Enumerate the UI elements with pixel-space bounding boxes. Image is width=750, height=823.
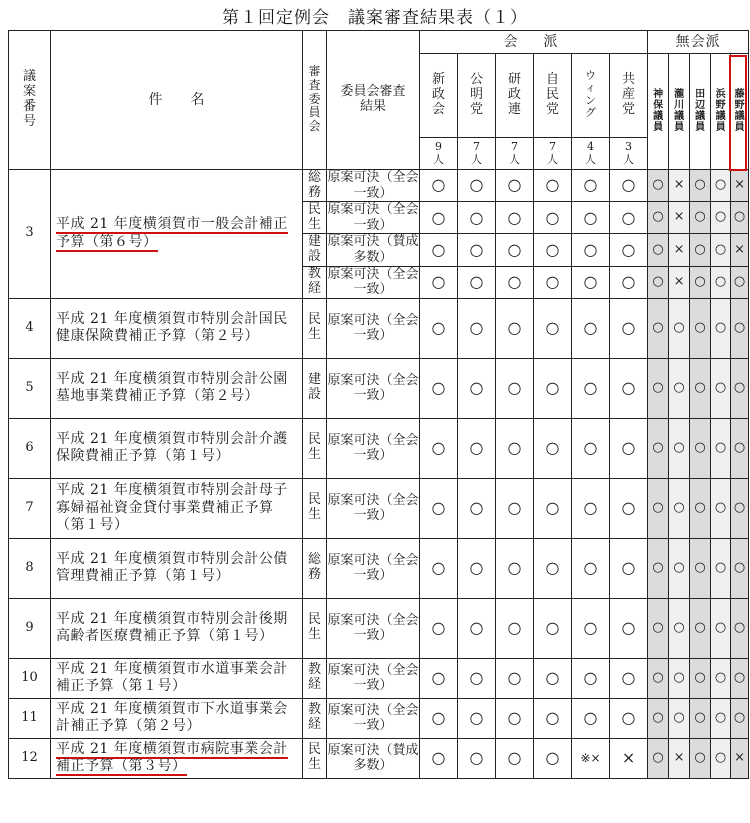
vote-cell: ○ — [496, 478, 534, 538]
mukaiha-header: 無会派 — [648, 31, 749, 54]
vote-cell: ○ — [496, 358, 534, 418]
vote-cell: ○ — [458, 538, 496, 598]
vote-cell: ○ — [731, 658, 749, 698]
vote-cell: ○ — [610, 658, 648, 698]
bill-number: 3 — [9, 170, 51, 299]
vote-cell: × — [610, 738, 648, 778]
vote-cell: ○ — [648, 538, 669, 598]
table-row — [9, 298, 749, 358]
vote-cell: ○ — [420, 298, 458, 358]
committee-result: 原案可決（全会一致） — [327, 358, 420, 418]
party-count: 4人 — [572, 138, 610, 170]
vote-cell: ○ — [534, 202, 572, 234]
bill-title: 平成 21 年度横須賀市下水道事業会計補正予算（第２号） — [51, 698, 303, 738]
bill-title: 平成 21 年度横須賀市特別会計国民健康保険費補正予算（第２号） — [51, 298, 303, 358]
committee-result: 原案可決（全会一致） — [327, 478, 420, 538]
committee-cell: 民生 — [303, 478, 327, 538]
committee-cell: 総務 — [303, 170, 327, 202]
vote-cell: × — [669, 170, 690, 202]
vote-cell: ○ — [534, 658, 572, 698]
vote-cell: ○ — [534, 266, 572, 298]
committee-cell: 教経 — [303, 658, 327, 698]
table-row — [9, 170, 749, 202]
committee-cell: 建設 — [303, 358, 327, 418]
vote-cell: ○ — [420, 170, 458, 202]
bill-number: 10 — [9, 658, 51, 698]
committee-result: 原案可決（全会一致） — [327, 698, 420, 738]
vote-cell: ○ — [534, 478, 572, 538]
vote-cell: ○ — [690, 478, 711, 538]
bill-number: 5 — [9, 358, 51, 418]
vote-cell: ○ — [711, 658, 731, 698]
committee-result: 原案可決（全会一致） — [327, 418, 420, 478]
bill-number: 7 — [9, 478, 51, 538]
vote-cell: ○ — [731, 266, 749, 298]
table-row — [9, 598, 749, 658]
vote-cell: ○ — [458, 658, 496, 698]
vote-cell: ○ — [572, 170, 610, 202]
vote-cell: ○ — [534, 418, 572, 478]
vote-cell: ○ — [731, 358, 749, 418]
vote-cell: ○ — [669, 478, 690, 538]
vote-cell: ○ — [496, 598, 534, 658]
vote-cell: ○ — [420, 418, 458, 478]
party-count: 7人 — [496, 138, 534, 170]
vote-cell: ○ — [534, 598, 572, 658]
vote-cell: ○ — [496, 418, 534, 478]
vote-cell: ○ — [572, 298, 610, 358]
vote-cell: ○ — [648, 202, 669, 234]
vote-cell: ○ — [458, 266, 496, 298]
kaiha-header: 会 派 — [420, 31, 648, 54]
bill-number: 4 — [9, 298, 51, 358]
vote-cell: ○ — [669, 698, 690, 738]
vote-cell: ○ — [420, 738, 458, 778]
committee-cell: 民生 — [303, 202, 327, 234]
vote-cell: ○ — [458, 478, 496, 538]
vote-cell: ※× — [572, 738, 610, 778]
vote-cell: ○ — [496, 298, 534, 358]
vote-cell: ○ — [420, 538, 458, 598]
vote-cell: ○ — [458, 358, 496, 418]
vote-cell: ○ — [690, 538, 711, 598]
table-row — [9, 358, 749, 418]
independent-header: 神保議員 — [648, 54, 669, 170]
vote-cell: ○ — [648, 358, 669, 418]
vote-cell: ○ — [458, 202, 496, 234]
vote-cell: ○ — [458, 598, 496, 658]
committee-result: 原案可決（全会一致） — [327, 266, 419, 298]
vote-cell: ○ — [648, 738, 669, 778]
vote-cell: ○ — [690, 418, 711, 478]
vote-cell: ○ — [711, 170, 731, 202]
vote-cell: × — [669, 234, 690, 266]
vote-cell: ○ — [534, 358, 572, 418]
bill-title: 平成 21 年度横須賀市特別会計母子寡婦福祉資金貸付事業費補正予算（第１号） — [51, 478, 303, 538]
vote-cell: ○ — [572, 202, 610, 234]
committee-result: 原案可決（全会一致） — [327, 202, 419, 233]
table-row — [9, 478, 749, 538]
vote-cell: ○ — [458, 738, 496, 778]
vote-cell: ○ — [420, 266, 458, 298]
vote-cell: ○ — [669, 358, 690, 418]
vote-cell: ○ — [648, 418, 669, 478]
vote-cell: ○ — [534, 298, 572, 358]
bill-title: 平成 21 年度横須賀市病院事業会計補正予算（第３号） — [51, 738, 303, 778]
vote-cell: × — [669, 266, 690, 298]
vote-cell: ○ — [731, 598, 749, 658]
bill-number: 6 — [9, 418, 51, 478]
committee-result: 原案可決（全会一致） — [327, 598, 420, 658]
committee-cell: 民生 — [303, 598, 327, 658]
table-row — [9, 738, 749, 778]
vote-cell: ○ — [648, 234, 669, 266]
vote-cell: × — [731, 234, 749, 266]
bill-no-header: 議案番号 — [9, 31, 51, 170]
committee-cell: 民生 — [303, 738, 327, 778]
vote-cell: ○ — [458, 170, 496, 202]
committee-result: 原案可決（全会一致） — [327, 658, 420, 698]
vote-cell: ○ — [731, 202, 749, 234]
vote-cell: ○ — [572, 234, 610, 266]
vote-cell: ○ — [690, 266, 711, 298]
vote-cell: ○ — [711, 358, 731, 418]
vote-cell: ○ — [496, 266, 534, 298]
party-count: 7人 — [458, 138, 496, 170]
vote-cell: ○ — [534, 170, 572, 202]
vote-cell: ○ — [572, 658, 610, 698]
vote-cell: ○ — [534, 698, 572, 738]
bill-title: 平成 21 年度横須賀市一般会計補正予算（第６号） — [51, 170, 303, 299]
vote-cell: ○ — [690, 358, 711, 418]
party-header: ウィング — [572, 54, 610, 138]
vote-cell: ○ — [496, 234, 534, 266]
vote-cell: ○ — [690, 234, 711, 266]
vote-cell: ○ — [648, 266, 669, 298]
committee-cell: 民生 — [303, 298, 327, 358]
committee-cell: 教経 — [303, 698, 327, 738]
bill-number: 12 — [9, 738, 51, 778]
vote-cell: ○ — [731, 478, 749, 538]
party-header: 新政会 — [420, 54, 458, 138]
vote-cell: ○ — [610, 234, 648, 266]
vote-results-table — [8, 30, 749, 779]
vote-cell: × — [669, 202, 690, 234]
vote-cell: ○ — [731, 698, 749, 738]
table-row — [9, 538, 749, 598]
bill-title: 平成 21 年度横須賀市特別会計後期高齢者医療費補正予算（第１号） — [51, 598, 303, 658]
vote-cell: ○ — [496, 170, 534, 202]
vote-cell: × — [731, 738, 749, 778]
independent-header: 田辺議員 — [690, 54, 711, 170]
bill-title: 平成 21 年度横須賀市特別会計公園墓地事業費補正予算（第２号） — [51, 358, 303, 418]
vote-cell: ○ — [731, 298, 749, 358]
committee-cell: 民生 — [303, 418, 327, 478]
vote-cell: ○ — [711, 698, 731, 738]
vote-cell: ○ — [610, 598, 648, 658]
vote-cell: ○ — [669, 538, 690, 598]
committee-cell: 総務 — [303, 538, 327, 598]
vote-cell: ○ — [690, 698, 711, 738]
party-header: 公明党 — [458, 54, 496, 138]
vote-cell: ○ — [496, 698, 534, 738]
highlight-box-fujino — [729, 55, 747, 171]
committee-result-header: 委員会審査結果 — [327, 31, 420, 170]
page-title: 第１回定例会 議案審査結果表（１） — [222, 8, 528, 28]
vote-cell: ○ — [690, 298, 711, 358]
vote-cell: ○ — [572, 538, 610, 598]
committee-result: 原案可決（賛成多数） — [327, 738, 420, 778]
vote-cell: ○ — [690, 202, 711, 234]
party-count: 7人 — [534, 138, 572, 170]
bill-number: 8 — [9, 538, 51, 598]
vote-cell: ○ — [690, 170, 711, 202]
vote-cell: ○ — [648, 698, 669, 738]
committee-result: 原案可決（全会一致） — [327, 298, 420, 358]
vote-cell: ○ — [669, 418, 690, 478]
vote-cell: ○ — [648, 298, 669, 358]
bill-title: 平成 21 年度横須賀市特別会計公債管理費補正予算（第１号） — [51, 538, 303, 598]
vote-cell: ○ — [420, 478, 458, 538]
party-count: 9人 — [420, 138, 458, 170]
vote-cell: ○ — [420, 202, 458, 234]
vote-cell: ○ — [420, 598, 458, 658]
vote-cell: ○ — [572, 418, 610, 478]
vote-cell: ○ — [711, 418, 731, 478]
vote-cell: ○ — [458, 698, 496, 738]
vote-cell: ○ — [669, 658, 690, 698]
vote-cell: ○ — [572, 478, 610, 538]
party-count: 3人 — [610, 138, 648, 170]
vote-cell: ○ — [731, 418, 749, 478]
bill-number: 9 — [9, 598, 51, 658]
committee-result: 原案可決（全会一致） — [327, 538, 420, 598]
vote-cell: ○ — [648, 478, 669, 538]
vote-cell: ○ — [420, 698, 458, 738]
vote-cell: ○ — [572, 598, 610, 658]
committee-result: 原案可決（賛成多数） — [327, 234, 419, 265]
vote-cell: ○ — [731, 538, 749, 598]
vote-cell: ○ — [610, 418, 648, 478]
vote-cell: ○ — [458, 234, 496, 266]
vote-cell: ○ — [610, 358, 648, 418]
vote-cell: ○ — [669, 598, 690, 658]
committee-header: 審査委員会 — [303, 31, 327, 170]
bill-title: 平成 21 年度横須賀市特別会計介護保険費補正予算（第１号） — [51, 418, 303, 478]
vote-cell: × — [731, 170, 749, 202]
vote-cell: ○ — [496, 738, 534, 778]
vote-cell: ○ — [711, 598, 731, 658]
vote-cell: ○ — [534, 234, 572, 266]
independent-header: 瀧川議員 — [669, 54, 690, 170]
committee-cell: 教経 — [303, 266, 327, 298]
vote-cell: ○ — [572, 358, 610, 418]
vote-cell: ○ — [458, 298, 496, 358]
bill-number: 11 — [9, 698, 51, 738]
vote-cell: ○ — [711, 738, 731, 778]
independent-header: 浜野議員 — [711, 54, 731, 170]
vote-cell: × — [669, 738, 690, 778]
vote-cell: ○ — [690, 598, 711, 658]
committee-result: 原案可決（全会一致） — [327, 170, 419, 201]
vote-cell: ○ — [610, 170, 648, 202]
table-row — [9, 658, 749, 698]
table-row — [9, 698, 749, 738]
vote-cell: ○ — [648, 170, 669, 202]
independent-header: 藤野議員 — [731, 54, 749, 170]
vote-cell: ○ — [610, 698, 648, 738]
table-row — [9, 418, 749, 478]
vote-cell: ○ — [534, 538, 572, 598]
vote-cell: ○ — [690, 658, 711, 698]
vote-cell: ○ — [711, 266, 731, 298]
vote-cell: ○ — [610, 538, 648, 598]
vote-cell: ○ — [496, 658, 534, 698]
vote-cell: ○ — [610, 266, 648, 298]
vote-cell: ○ — [420, 234, 458, 266]
vote-cell: ○ — [496, 202, 534, 234]
vote-cell: ○ — [648, 658, 669, 698]
vote-cell: ○ — [711, 234, 731, 266]
vote-cell: ○ — [610, 202, 648, 234]
vote-cell: ○ — [572, 698, 610, 738]
vote-cell: ○ — [610, 298, 648, 358]
vote-cell: ○ — [669, 298, 690, 358]
vote-cell: ○ — [496, 538, 534, 598]
committee-cell: 建設 — [303, 234, 327, 266]
vote-cell: ○ — [711, 538, 731, 598]
party-header: 自民党 — [534, 54, 572, 138]
vote-cell: ○ — [572, 266, 610, 298]
vote-cell: ○ — [690, 738, 711, 778]
party-header: 研政連 — [496, 54, 534, 138]
bill-title: 平成 21 年度横須賀市水道事業会計補正予算（第１号） — [51, 658, 303, 698]
party-header: 共産党 — [610, 54, 648, 138]
item-header: 件 名 — [51, 31, 303, 170]
vote-cell: ○ — [711, 478, 731, 538]
vote-cell: ○ — [420, 358, 458, 418]
vote-cell: ○ — [458, 418, 496, 478]
vote-cell: ○ — [610, 478, 648, 538]
vote-cell: ○ — [711, 298, 731, 358]
vote-cell: ○ — [420, 658, 458, 698]
vote-cell: ○ — [648, 598, 669, 658]
vote-cell: ○ — [534, 738, 572, 778]
vote-cell: ○ — [711, 202, 731, 234]
